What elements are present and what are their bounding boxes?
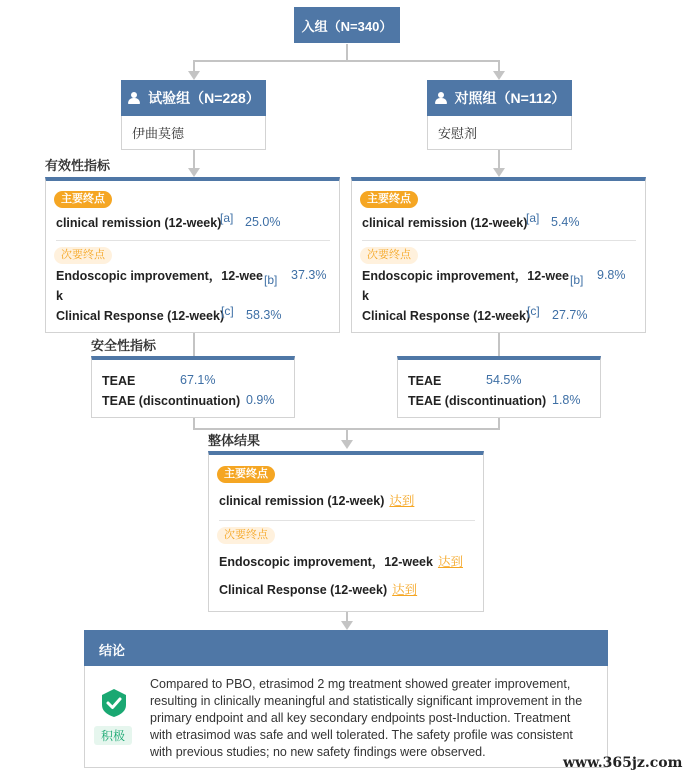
reference-mark: [c] xyxy=(221,304,234,318)
conclusion-body xyxy=(84,666,608,768)
reference-mark: [a] xyxy=(220,211,234,225)
positive-badge: 积极 xyxy=(94,726,132,745)
safety-label: TEAE xyxy=(408,374,442,388)
secondary-endpoint-label: Endoscopic improvement，12-wee xyxy=(56,269,264,283)
conclusion-title: 结论 xyxy=(99,643,126,658)
connector xyxy=(193,60,499,62)
connector xyxy=(346,44,348,61)
arm-title: 对照组（N=112） xyxy=(454,90,566,106)
safety-card-experimental xyxy=(91,356,295,418)
primary-endpoint-value: 5.4% xyxy=(551,215,580,229)
arrow-down-icon xyxy=(341,440,353,449)
arm-header-control xyxy=(427,80,572,116)
user-icon xyxy=(127,91,141,105)
secondary-endpoint-tag: 次要终点 xyxy=(360,247,418,264)
overall-secondary-label: Endoscopic improvement，12-week xyxy=(219,555,433,569)
connector xyxy=(498,150,500,168)
secondary-endpoint-value: 9.8% xyxy=(597,268,626,282)
secondary-endpoint-value: 27.7% xyxy=(552,308,588,322)
secondary-endpoint-label-wrap: k xyxy=(56,289,63,303)
secondary-endpoint-tag: 次要终点 xyxy=(217,527,275,544)
connector xyxy=(193,333,195,356)
achieved-status[interactable]: 达到 xyxy=(389,494,415,508)
safety-label: TEAE xyxy=(102,374,136,388)
secondary-endpoint-value: 37.3% xyxy=(291,268,327,282)
secondary-endpoint-label: Endoscopic improvement，12-wee xyxy=(362,269,570,283)
arm-title: 试验组（N=228） xyxy=(148,90,260,106)
efficacy-card-experimental xyxy=(45,177,340,333)
efficacy-section-label: 有效性指标 xyxy=(45,158,111,173)
reference-mark: [a] xyxy=(526,211,540,225)
safety-label: TEAE (discontinuation) xyxy=(408,394,547,408)
arrow-down-icon xyxy=(493,71,505,80)
safety-value: 0.9% xyxy=(246,393,275,407)
reference-mark: [c] xyxy=(527,304,540,318)
achieved-status[interactable]: 达到 xyxy=(437,555,463,569)
arrow-down-icon xyxy=(188,71,200,80)
check-shield-icon xyxy=(99,688,129,718)
safety-section-label: 安全性指标 xyxy=(91,338,157,353)
secondary-endpoint-tag: 次要终点 xyxy=(54,247,112,264)
reference-mark: [b] xyxy=(570,273,584,287)
overall-result-card xyxy=(208,451,484,612)
overall-secondary-row xyxy=(219,553,463,571)
arm-header-experimental xyxy=(121,80,266,116)
primary-endpoint-value: 25.0% xyxy=(245,215,281,229)
secondary-endpoint-label: Clinical Response (12-week) xyxy=(56,309,225,323)
conclusion-header xyxy=(84,630,608,666)
connector xyxy=(346,428,348,440)
divider xyxy=(219,520,475,521)
arrow-down-icon xyxy=(341,621,353,630)
overall-primary-label: clinical remission (12-week) xyxy=(219,494,385,508)
arrow-down-icon xyxy=(493,168,505,177)
primary-endpoint-tag: 主要终点 xyxy=(54,191,112,208)
enrollment-box xyxy=(294,7,400,43)
primary-endpoint-label: clinical remission (12-week) xyxy=(56,216,222,230)
safety-value: 1.8% xyxy=(552,393,581,407)
primary-endpoint-label: clinical remission (12-week) xyxy=(362,216,528,230)
secondary-endpoint-label: Clinical Response (12-week) xyxy=(362,309,531,323)
achieved-status[interactable]: 达到 xyxy=(392,583,418,597)
arm-drug-box xyxy=(121,116,266,150)
primary-endpoint-tag: 主要终点 xyxy=(360,191,418,208)
safety-value: 67.1% xyxy=(180,373,216,387)
overall-secondary-label: Clinical Response (12-week) xyxy=(219,583,388,597)
enrollment-label: 入组（N=340） xyxy=(301,18,393,34)
overall-section-label: 整体结果 xyxy=(208,433,261,448)
connector xyxy=(193,150,195,168)
divider xyxy=(362,240,636,241)
safety-card-control xyxy=(397,356,601,418)
arm-drug: 伊曲莫德 xyxy=(132,126,185,141)
conclusion-text: Compared to PBO, etrasimod 2 mg treatment showed greater improvement, resulting in clinically meaningful and statistically significant improvement in the primary endpoint and all key secondary endpoints post-Induction. Treatment with etrasimod was safe and well tolerated. The safety profile was consistent with previous studies; no new safety findings were observed. xyxy=(150,677,583,759)
divider xyxy=(56,240,330,241)
secondary-endpoint-label-wrap: k xyxy=(362,289,369,303)
arm-drug: 安慰剂 xyxy=(438,126,478,141)
primary-endpoint-tag: 主要终点 xyxy=(217,466,275,483)
watermark: www.365jz.com xyxy=(563,755,683,771)
safety-label: TEAE (discontinuation) xyxy=(102,394,241,408)
efficacy-card-control xyxy=(351,177,646,333)
secondary-endpoint-value: 58.3% xyxy=(246,308,282,322)
overall-secondary-row xyxy=(219,581,417,599)
connector xyxy=(498,333,500,356)
user-icon xyxy=(434,91,448,105)
arrow-down-icon xyxy=(188,168,200,177)
reference-mark: [b] xyxy=(264,273,278,287)
safety-value: 54.5% xyxy=(486,373,522,387)
arm-drug-box xyxy=(427,116,572,150)
overall-primary-row xyxy=(219,492,414,510)
